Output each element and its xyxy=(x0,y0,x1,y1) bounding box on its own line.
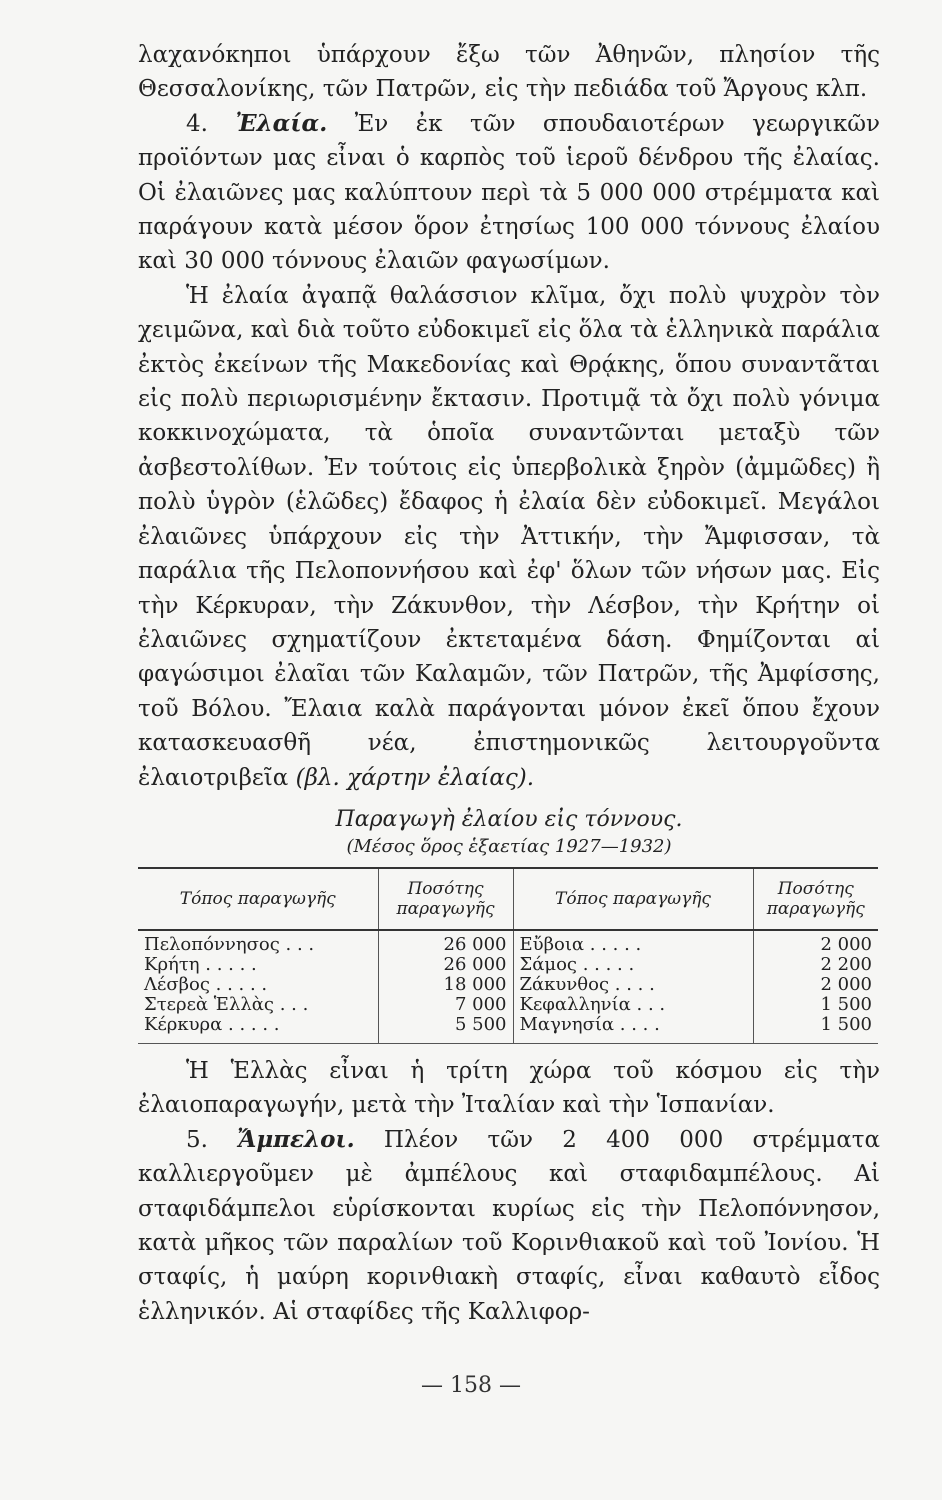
table-row-region: Εὔβοια . . . . . xyxy=(519,933,642,955)
table-row-region: Πελοπόννησος . . . xyxy=(144,933,315,955)
table-row-value: 26 000 xyxy=(443,953,507,975)
page-body xyxy=(138,38,880,1329)
table-row-value: 26 000 xyxy=(443,933,507,955)
olive-production-table xyxy=(138,867,878,1044)
header-qty-right: Ποσότης παραγωγῆς xyxy=(753,868,878,930)
vine-section-number: 5. xyxy=(186,1126,208,1153)
vine-section-heading: Ἄμπελοι. xyxy=(237,1125,355,1153)
table-row-region: Σάμος . . . . . xyxy=(519,953,635,975)
olive-paragraph xyxy=(138,107,880,279)
left-regions-cell xyxy=(138,930,378,1044)
header-qty-left: Ποσότης παραγωγῆς xyxy=(378,868,513,930)
table-row-region: Κεφαλληνία . . . xyxy=(519,993,666,1015)
right-regions-cell xyxy=(513,930,753,1044)
table-row-value: 2 200 xyxy=(820,953,872,975)
table-subcaption: (Μέσος ὅρος ἑξαετίας 1927—1932) xyxy=(346,835,672,857)
table-row-value: 5 500 xyxy=(454,1013,507,1035)
olive-climate-text: Ἡ ἐλαία ἀγαπᾷ θαλάσσιον κλῖμα, ὄχι πολὺ ψυχρὸν τὸν χειμῶνα, καὶ διὰ τοῦτο εὐδοκιμεῖ εἰς ὅλα τὰ ἑλληνικὰ παράλια ἐκτὸς ἐκείνων τῆς Μακεδονίας καὶ Θρᾴκης, ὅπου συναντᾶται εἰς πολὺ περιωρισμένην ἔκτασιν. Προτιμᾷ τὰ ὄχι πολὺ γόνιμα κοκκινοχώματα, τὰ ὁποῖα συναντῶνται μεταξὺ τῶν ἀσβεστολίθων. Ἐν τούτοις εἰς ὑπερβολικὰ ξηρὸν (ἀμμῶδες) ἢ πολὺ ὑγρὸν (ἑλῶδες) ἔδαφος ἡ ἐλαία δὲν εὐδοκιμεῖ. Μεγάλοι ἐλαιῶνες ὑπάρχουν εἰς τὴν Ἀττικήν, τὴν Ἄμφισσαν, τὰ παράλια τῆς Πελοποννήσου καὶ ἐφ' ὅλων τῶν νήσων μας. Εἰς τὴν Κέρκυραν, τὴν Ζάκυνθον, τὴν Λέσβον, τὴν Κρήτην οἱ ἐλαιῶνες σχηματίζουν ἐκτεταμένα δάση. Φημίζονται αἱ φαγώσιμοι ἐλαῖαι τῶν Καλαμῶν, τῶν Πατρῶν, τῆς Ἀμφίσσης, τοῦ Βόλου. Ἔλαια καλὰ παράγονται μόνον ἐκεῖ ὅπου ἔχουν κατασκευασθῆ νέα, ἐπιστημονικῶς λειτουργοῦντα ἐλαιοτριβεῖα xyxy=(138,282,880,791)
table-caption: Παραγωγὴ ἐλαίου εἰς τόννους. xyxy=(335,806,683,832)
table-row-region: Μαγνησία . . . . xyxy=(519,1013,660,1035)
table-row-value: 1 500 xyxy=(820,993,872,1015)
olive-rank-paragraph: Ἡ Ἑλλὰς εἶναι ἡ τρίτη χώρα τοῦ κόσμου εἰς τὴν ἐλαιοπαραγωγήν, μετὰ τὴν Ἰταλίαν καὶ τὴν Ἱσπανίαν. xyxy=(138,1057,880,1119)
table-row-region: Στερεὰ Ἑλλὰς . . . xyxy=(144,993,309,1015)
right-values-cell xyxy=(753,930,878,1044)
table-body-row xyxy=(138,930,878,1044)
olive-section-number: 4. xyxy=(186,110,208,137)
table-row-region: Κρήτη . . . . . xyxy=(144,953,257,975)
olive-climate-paragraph xyxy=(138,279,880,795)
vine-paragraph xyxy=(138,1123,880,1329)
header-region-right: Τόπος παραγωγῆς xyxy=(513,868,753,930)
olive-section-heading: Ἐλαία. xyxy=(235,109,328,137)
olive-intro-text: Ἐν ἐκ τῶν σπουδαιοτέρων γεωργικῶν προϊόντων μας εἶναι ὁ καρπὸς τοῦ ἱεροῦ δένδρου τῆς ἐλαίας. Οἱ ἐλαιῶνες μας καλύπτουν περὶ τὰ 5 000 000 στρέμματα καὶ παράγουν κατὰ μέσον ὅρον ἐτησίως 100 000 τόννους ἐλαίου καὶ 30 000 τόννους ἐλαιῶν φαγωσίμων. xyxy=(138,110,880,275)
table-row-region: Κέρκυρα . . . . . xyxy=(144,1013,280,1035)
vine-text: Πλέον τῶν 2 400 000 στρέμματα καλλιεργοῦμεν μὲ ἀμπέλους καὶ σταφιδαμπέλους. Αἱ σταφιδάμπελοι εὑρίσκονται κυρίως εἰς τὴν Πελοπόννησον, κατὰ μῆκος τῶν παραλίων τοῦ Κορινθιακοῦ καὶ τοῦ Ἰονίου. Ἡ σταφίς, ἡ μαύρη κορινθιακὴ σταφίς, εἶναι καθαυτὸ εἶδος ἑλληνικόν. Αἱ σταφίδες τῆς Καλλιφορ- xyxy=(138,1126,881,1325)
table-row-value: 7 000 xyxy=(454,993,507,1015)
table-row-value: 1 500 xyxy=(820,1013,872,1035)
olive-map-reference: (βλ. χάρτην ἐλαίας). xyxy=(295,764,535,791)
header-region-left: Τόπος παραγωγῆς xyxy=(138,868,378,930)
table-row-region: Λέσβος . . . . . xyxy=(144,973,268,995)
table-row-region: Ζάκυνθος . . . . xyxy=(519,973,655,995)
table-row-value: 2 000 xyxy=(820,973,872,995)
continued-paragraph: λαχανόκηποι ὑπάρχουν ἔξω τῶν Ἀθηνῶν, πλησίον τῆς Θεσσαλονίκης, τῶν Πατρῶν, εἰς τὴν πεδιάδα τοῦ Ἄργους κλπ. xyxy=(138,42,880,103)
table-row-value: 2 000 xyxy=(820,933,872,955)
page-number: — 158 — xyxy=(421,1373,521,1398)
table-row-value: 18 000 xyxy=(443,973,507,995)
left-values-cell xyxy=(378,930,513,1044)
